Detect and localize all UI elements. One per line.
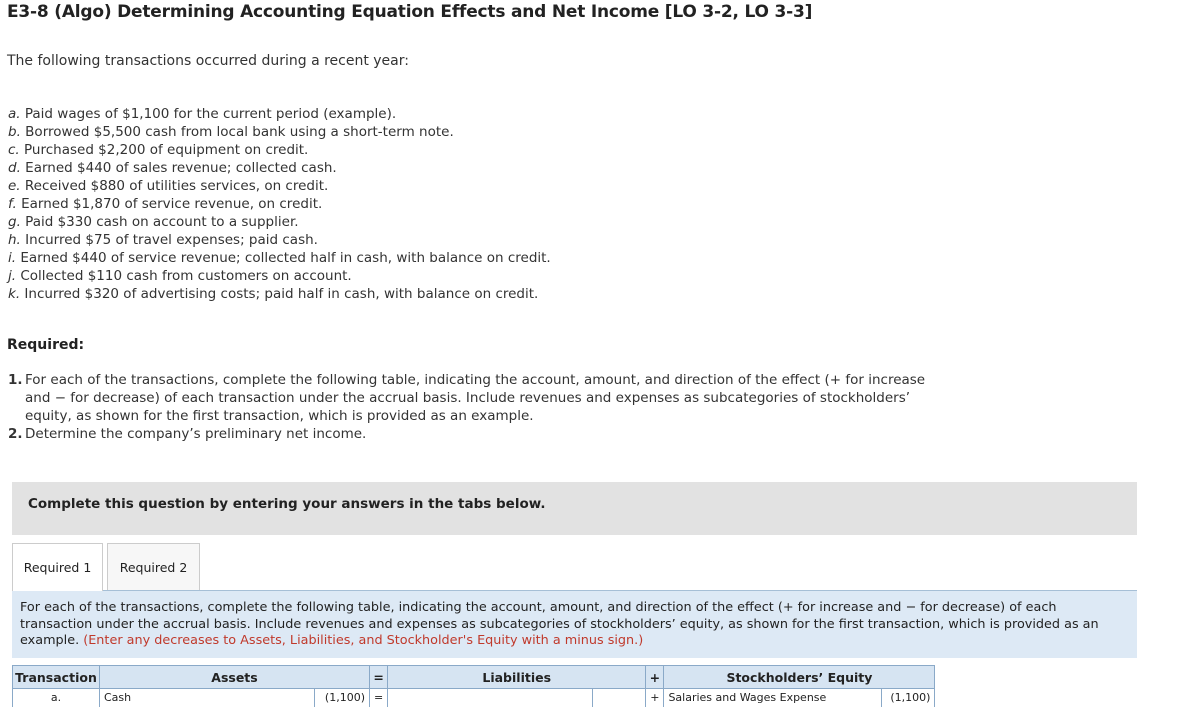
plus-cell: + [646,689,664,707]
header-plus: + [646,666,664,689]
asset-account-cell[interactable]: Cash [100,689,315,707]
banner-text: Complete this question by entering your answers in the tabs below. [28,496,545,512]
equity-account-cell[interactable]: Salaries and Wages Expense [664,689,882,707]
instructions-text: For each of the transactions, complete the following table, indicating the account, amount, and direction of the effect (+ for increase and − for decrease) of each transaction under the accrual basis. Include revenues and expenses as subcategories of stockholders’ equity, as shown for the first transaction, which is provided as an example. [20,600,1099,648]
list-item: j. Collected $110 cash from customers on account. [8,267,551,285]
equals-cell: = [370,689,388,707]
tab-required-1[interactable]: Required 1 [12,543,103,591]
required-heading: Required: [7,337,84,353]
row-transaction: a. [13,689,100,707]
header-equity: Stockholders’ Equity [664,666,935,689]
header-transaction: Transaction [13,666,100,689]
table-row [13,689,935,707]
tab-required-2[interactable]: Required 2 [107,543,200,590]
liability-amount-cell[interactable] [593,689,646,707]
list-item: f. Earned $1,870 of service revenue, on credit. [8,195,551,213]
header-equals: = [370,666,388,689]
list-item: d. Earned $440 of sales revenue; collected cash. [8,159,551,177]
instructions-banner [12,482,1137,535]
list-item: g. Paid $330 cash on account to a supplier. [8,213,551,231]
liability-account-cell[interactable] [388,689,593,707]
header-liabilities: Liabilities [388,666,646,689]
list-item: k. Incurred $320 of advertising costs; paid half in cash, with balance on credit. [8,285,551,303]
list-item: h. Incurred $75 of travel expenses; paid cash. [8,231,551,249]
asset-amount-cell[interactable]: (1,100) [315,689,370,707]
list-item: b. Borrowed $5,500 cash from local bank using a short-term note. [8,123,551,141]
instructions-note: (Enter any decreases to Assets, Liabilities, and Stockholder's Equity with a minus sign.) [83,633,643,648]
list-item: e. Received $880 of utilities services, on credit. [8,177,551,195]
header-assets: Assets [100,666,370,689]
list-item: i. Earned $440 of service revenue; collected half in cash, with balance on credit. [8,249,551,267]
list-item: c. Purchased $2,200 of equipment on credit. [8,141,551,159]
page-title: E3-8 (Algo) Determining Accounting Equation Effects and Net Income [LO 3-2, LO 3-3] [7,2,812,22]
equity-amount-cell[interactable]: (1,100) [882,689,935,707]
requirements-list [8,371,948,443]
transaction-list [8,105,551,303]
requirement-item: 1. For each of the transactions, complete the following table, indicating the account, amount, and direction of the effect (+ for increase and − for decrease) of each transaction under the accrual basis. Include revenues and expenses as subcategories of stockholders’ equity, as shown for the first transaction, which is provided as an example. [8,371,948,425]
list-item: a. Paid wages of $1,100 for the current period (example). [8,105,551,123]
intro-text: The following transactions occurred during a recent year: [7,53,409,69]
requirement-item: 2. Determine the company’s preliminary net income. [8,425,948,443]
tab-instructions [12,591,1137,658]
